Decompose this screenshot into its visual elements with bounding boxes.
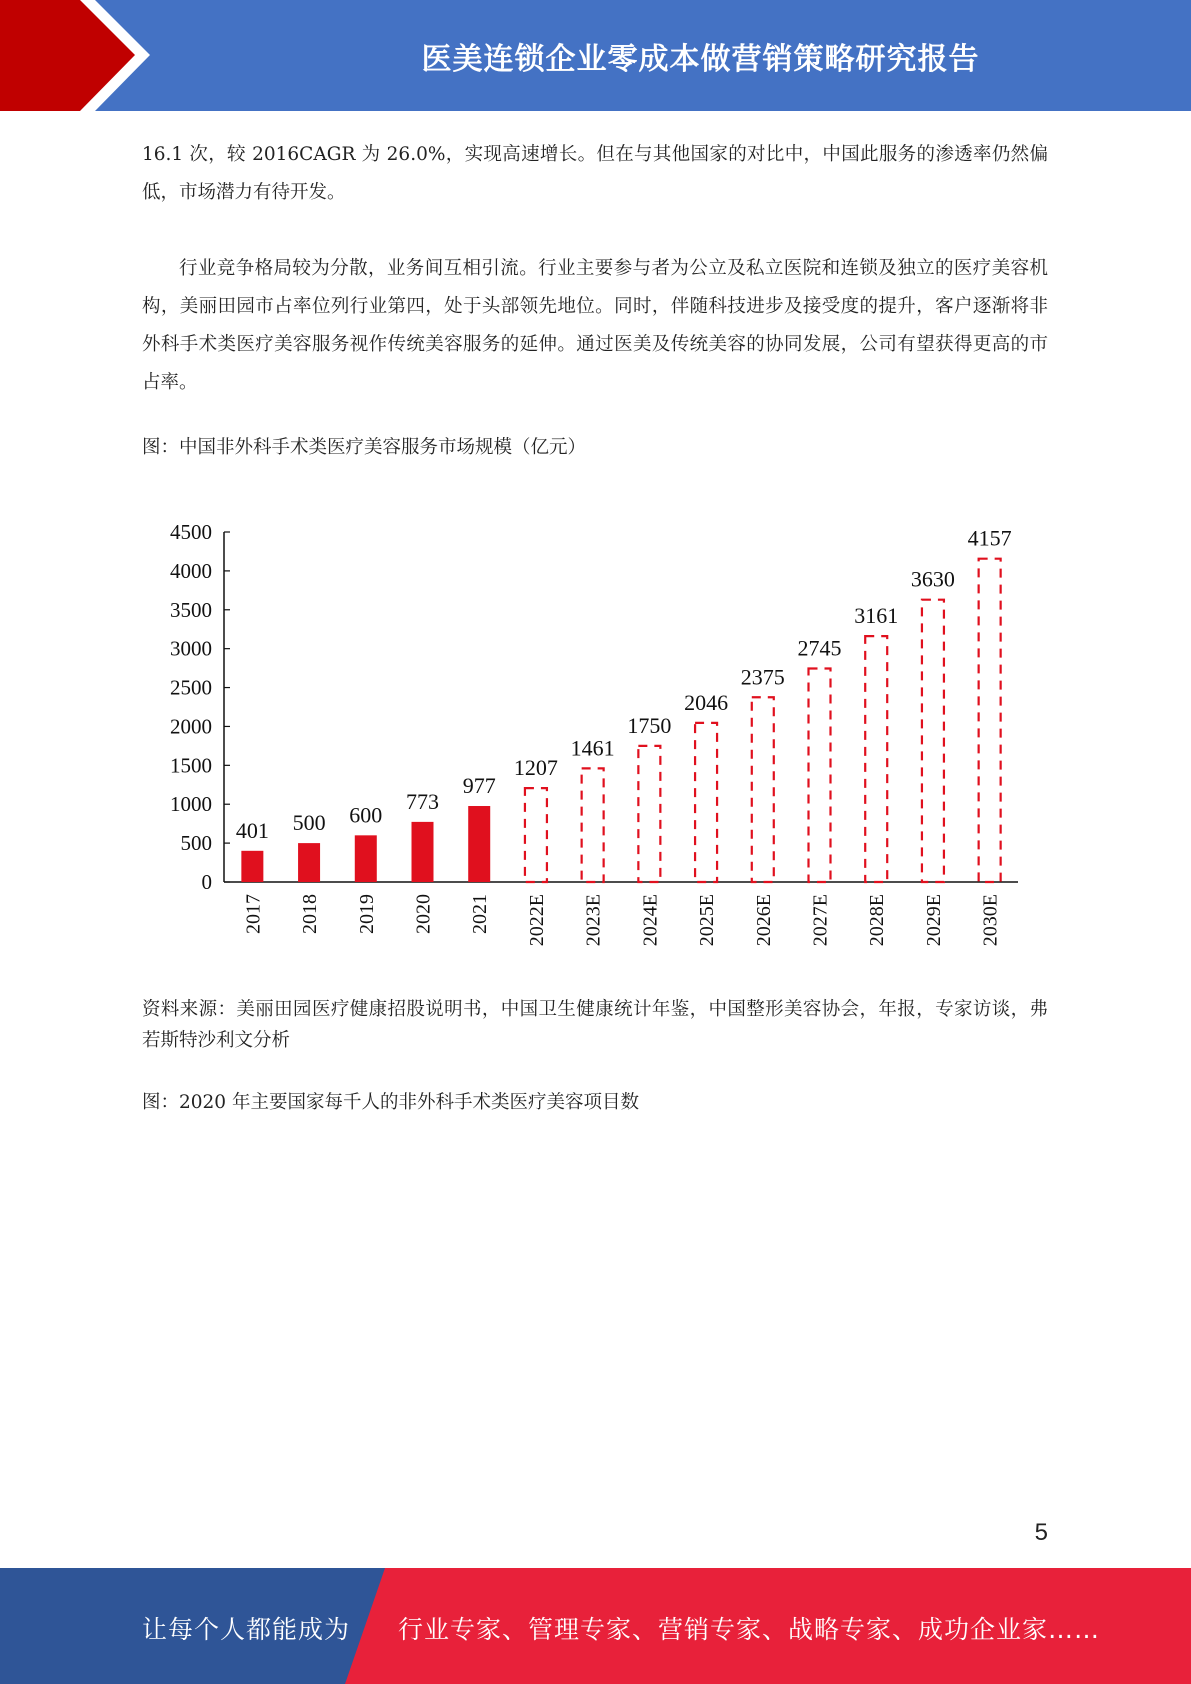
- bar-projected: [865, 636, 887, 882]
- y-tick-label: 1000: [170, 792, 212, 817]
- figure-caption-2: 图：2020 年主要国家每千人的非外科手术类医疗美容项目数: [142, 1092, 639, 1113]
- data-label: 2375: [740, 664, 785, 690]
- data-label: 2046: [684, 689, 729, 715]
- bar-projected: [922, 600, 944, 882]
- x-tick-label: 2024E: [639, 894, 662, 947]
- y-tick-label: 2000: [170, 714, 212, 739]
- market-size-bar-chart: [142, 510, 1048, 970]
- data-label: 1461: [570, 735, 615, 761]
- bar: [355, 835, 377, 882]
- data-label: 2745: [797, 635, 842, 661]
- x-tick-label: 2025E: [696, 894, 719, 947]
- y-tick-label: 500: [180, 831, 212, 856]
- y-tick-label: 3000: [170, 636, 212, 661]
- x-tick-label: 2019: [355, 894, 378, 934]
- data-label: 3630: [910, 566, 955, 592]
- x-tick-label: 2027E: [809, 894, 832, 947]
- paragraph-2: 行业竞争格局较为分散，业务间互相引流。行业主要参与者为公立及私立医院和连锁及独立的医疗美容机构，美丽田园市占率位列行业第四，处于头部领先地位。同时，伴随科技进步及接受度的提升，客户逐渐将非外科手术类医疗美容服务视作传统美容服务的延伸。通过医美及传统美容的协同发展，公司有望获得更高的市占率。: [142, 258, 1048, 393]
- data-label: 1750: [627, 712, 672, 738]
- bar-projected: [979, 559, 1001, 882]
- page-header: [0, 0, 1191, 111]
- paragraph-1: 16.1 次，较 2016CAGR 为 26.0%，实现高速增长。但在与其他国家的对比中，中国此服务的渗透率仍然偏低，市场潜力有待开发。: [142, 144, 1048, 203]
- bar: [468, 806, 490, 882]
- y-tick-label: 4000: [170, 558, 212, 583]
- y-tick-label: 3500: [170, 597, 212, 622]
- bar: [412, 822, 434, 882]
- x-tick-label: 2020: [412, 894, 435, 934]
- data-label: 4157: [967, 525, 1012, 551]
- footer-slogan-right: 行业专家、管理专家、营销专家、战略专家、成功企业家……: [398, 1615, 1101, 1644]
- y-tick-label: 1500: [170, 753, 212, 778]
- x-tick-label: 2017: [242, 894, 265, 934]
- chevron-decoration-icon: [0, 0, 160, 111]
- data-label: 401: [235, 817, 269, 843]
- x-tick-label: 2030E: [979, 894, 1002, 947]
- bar: [298, 843, 320, 882]
- y-tick-label: 0: [201, 870, 212, 894]
- figure-caption-1: 图：中国非外科手术类医疗美容服务市场规模（亿元）: [142, 437, 587, 458]
- data-label: 977: [462, 773, 496, 799]
- footer-slogan-left: 让每个人都能成为: [142, 1615, 351, 1644]
- x-tick-label: 2018: [299, 894, 322, 934]
- y-tick-label: 2500: [170, 675, 212, 700]
- source-note: 资料来源：美丽田园医疗健康招股说明书，中国卫生健康统计年鉴，中国整形美容协会，年报，专家访谈，弗若斯特沙利文分析: [142, 999, 1048, 1051]
- bar-projected: [638, 746, 660, 882]
- bar-projected: [752, 697, 774, 882]
- bar-projected: [582, 768, 604, 882]
- bar-projected: [525, 788, 547, 882]
- data-label: 600: [349, 802, 383, 828]
- x-tick-label: 2026E: [752, 894, 775, 947]
- data-label: 3161: [854, 603, 899, 629]
- x-tick-label: 2022E: [525, 894, 548, 947]
- data-label: 773: [406, 788, 439, 814]
- x-tick-label: 2029E: [922, 894, 945, 947]
- x-tick-label: 2021: [469, 894, 492, 934]
- y-tick-label: 4500: [170, 520, 212, 544]
- data-label: 1207: [513, 755, 558, 781]
- bar-projected: [695, 723, 717, 882]
- report-title: 医美连锁企业零成本做营销策略研究报告: [421, 41, 980, 77]
- x-tick-label: 2023E: [582, 894, 605, 947]
- bar: [241, 851, 263, 882]
- data-label: 500: [292, 810, 326, 836]
- bar-projected: [809, 669, 831, 883]
- page-number: 5: [1034, 1519, 1048, 1546]
- x-tick-label: 2028E: [866, 894, 889, 947]
